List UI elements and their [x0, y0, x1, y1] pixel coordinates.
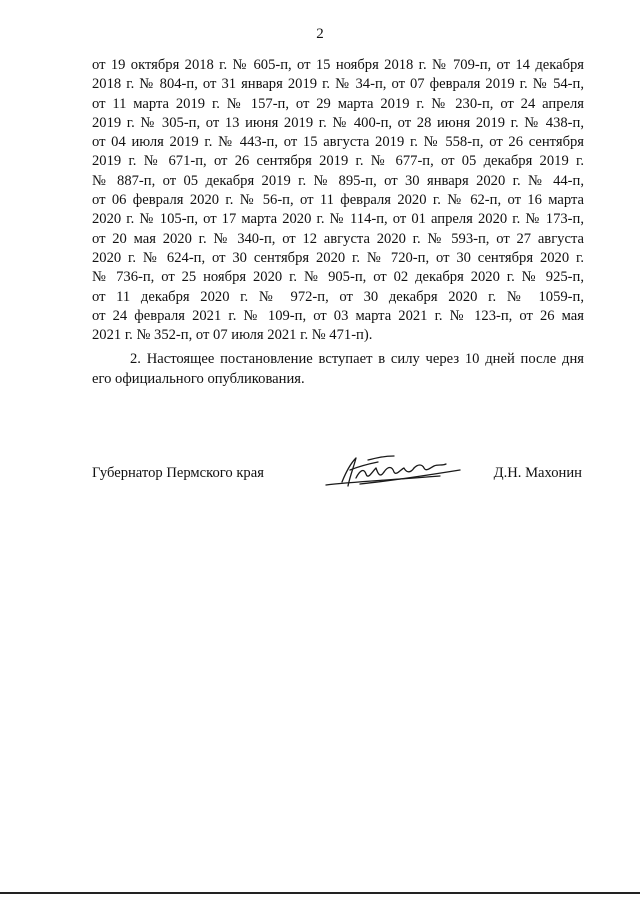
page-bottom-rule: [0, 892, 640, 894]
text-line: 2019 г. № 671-п, от 26 сентября 2019 г. № 677-п, от 05 декабря 2019 г.: [92, 153, 584, 170]
text-line: 2021 г. № 352-п, от 07 июля 2021 г. № 471-п).: [92, 327, 373, 344]
page-number: 2: [316, 26, 324, 42]
signatory-name: Д.Н. Махонин: [493, 465, 582, 481]
text-line: от 20 мая 2020 г. № 340-п, от 12 августа 2020 г. № 593-п, от 27 августа: [92, 230, 584, 247]
paragraph-resolution-list: [92, 56, 584, 345]
text-line: 2019 г. № 305-п, от 13 июня 2019 г. № 400-п, от 28 июня 2019 г. № 438-п,: [92, 114, 584, 131]
text-line: от 19 октября 2018 г. № 605-п, от 15 ноября 2018 г. № 709-п, от 14 декабря: [92, 57, 584, 73]
text-line: 2020 г. № 624-п, от 30 сентября 2020 г. № 720-п, от 30 сентября 2020 г.: [92, 249, 584, 266]
text-line: от 11 декабря 2020 г. № 972-п, от 30 декабря 2020 г. № 1059-п,: [92, 288, 584, 305]
text-line: его официального опубликования.: [92, 370, 305, 387]
text-line: № 736-п, от 25 ноября 2020 г. № 905-п, от 02 декабря 2020 г. № 925-п,: [92, 269, 584, 286]
text-line: 2. Настоящее постановление вступает в силу через 10 дней после дня: [130, 351, 584, 368]
text-line: от 06 февраля 2020 г. № 56-п, от 11 февраля 2020 г. № 62-п, от 16 марта: [92, 192, 584, 209]
text-line: от 04 июля 2019 г. № 443-п, от 15 августа 2019 г. № 558-п, от 26 сентября: [92, 134, 584, 151]
text-line: № 887-п, от 05 декабря 2019 г. № 895-п, от 30 января 2020 г. № 44-п,: [92, 172, 584, 189]
document-body: [92, 56, 584, 389]
handwritten-signature: [320, 452, 470, 494]
paragraph-effective-date: [92, 350, 584, 389]
text-line: 2020 г. № 105-п, от 17 марта 2020 г. № 114-п, от 01 апреля 2020 г. № 173-п,: [92, 211, 584, 228]
signature-block: [92, 460, 584, 500]
signatory-position: Губернатор Пермского края: [92, 465, 264, 481]
text-line: 2018 г. № 804-п, от 31 января 2019 г. № 34-п, от 07 февраля 2019 г. № 54-п,: [92, 76, 584, 93]
text-line: от 11 марта 2019 г. № 157-п, от 29 марта 2019 г. № 230-п, от 24 апреля: [92, 95, 584, 112]
text-line: от 24 февраля 2021 г. № 109-п, от 03 марта 2021 г. № 123-п, от 26 мая: [92, 307, 584, 324]
